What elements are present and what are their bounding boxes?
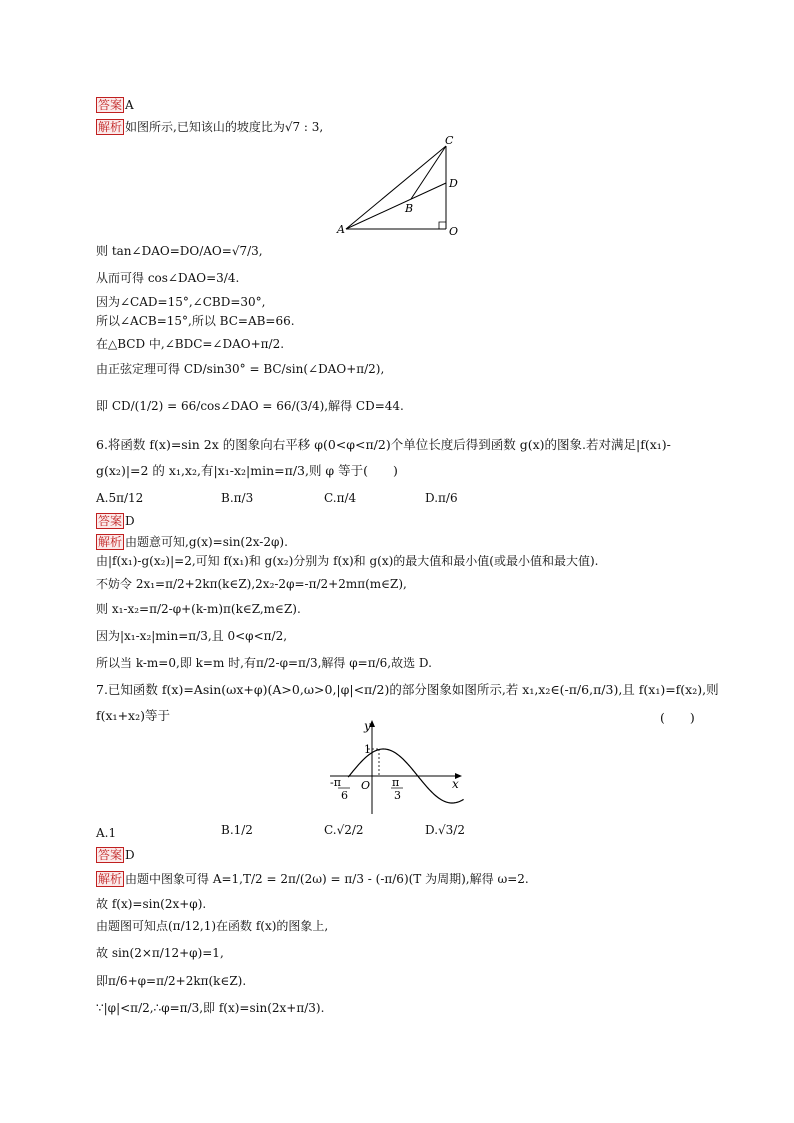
solution-line: 则 tan∠DAO=DO/AO=√7/3,: [96, 244, 263, 258]
analysis-line-7: [96, 871, 529, 887]
tick-pi: π: [392, 776, 400, 789]
answer-blank: ( ): [660, 710, 695, 725]
solution-line: 由题图可知点(π/12,1)在函数 f(x)的图象上,: [96, 919, 329, 933]
solution-line: 如图所示,已知该山的坡度比为√7 : 3,: [125, 120, 324, 134]
solution-line: ∵|φ|<π/2,∴φ=π/3,即 f(x)=sin(2x+π/3).: [96, 1001, 325, 1015]
option-b[interactable]: B.1/2: [221, 823, 253, 837]
tick-six: 6: [341, 789, 348, 802]
analysis-line-5: [96, 119, 323, 135]
analysis-tag: 解析: [98, 120, 123, 134]
option-d[interactable]: D.√3/2: [425, 823, 465, 837]
answer-value: A: [125, 98, 134, 112]
solution-line: 即 CD/(1/2) = 66/cos∠DAO = 66/(3/4),解得 CD=44.: [96, 399, 404, 413]
solution-line: 所以∠ACB=15°,所以 BC=AB=66.: [96, 314, 295, 328]
answer-value: D: [125, 848, 135, 862]
label-B: B: [405, 202, 414, 215]
answer-tag: 答案: [98, 98, 123, 112]
question-7-stem: 7.已知函数 f(x)=Asin(ωx+φ)(A>0,ω>0,|φ|<π/2)的部分图象如图所示,若 x₁,x₂∈(-π/6,π/3),且 f(x₁)=f(x₂),则: [96, 682, 719, 697]
label-A: A: [337, 223, 345, 236]
origin-label: O: [361, 779, 371, 792]
sine-graph-figure: [326, 716, 466, 816]
solution-line: 由题中图象可得 A=1,T/2 = 2π/(2ω) = π/3 - (-π/6)(T 为周期),解得 ω=2.: [125, 872, 529, 886]
label-C: C: [445, 134, 454, 147]
axis-x-label: x: [452, 777, 459, 791]
analysis-tag: 解析: [98, 872, 123, 886]
label-O: O: [449, 225, 459, 238]
option-d[interactable]: D.π/6: [425, 491, 458, 505]
answer-tag: 答案: [98, 848, 123, 862]
solution-line: 即π/6+φ=π/2+2kπ(k∈Z).: [96, 974, 247, 988]
answer-line-5: [96, 97, 134, 113]
question-6-stem: g(x₂)|=2 的 x₁,x₂,有|x₁-x₂|min=π/3,则 φ 等于( ): [96, 463, 398, 478]
answer-value: D: [125, 514, 135, 528]
option-c[interactable]: C.π/4: [324, 491, 357, 505]
answer-tag: 答案: [98, 514, 123, 528]
solution-line: 则 x₁-x₂=π/2-φ+(k-m)π(k∈Z,m∈Z).: [96, 602, 301, 616]
solution-line: 因为∠CAD=15°,∠CBD=30°,: [96, 295, 266, 309]
solution-line: 由题意可知,g(x)=sin(2x-2φ).: [125, 535, 288, 549]
answer-line-7: [96, 847, 135, 863]
solution-line: 故 sin(2×π/12+φ)=1,: [96, 946, 224, 960]
option-a[interactable]: A.1: [96, 826, 117, 840]
solution-line: 在△BCD 中,∠BDC=∠DAO+π/2.: [96, 337, 285, 351]
answer-line-6: [96, 513, 135, 529]
tick-neg-pi: -π: [330, 776, 341, 789]
solution-line: 因为|x₁-x₂|min=π/3,且 0<φ<π/2,: [96, 629, 288, 643]
option-b[interactable]: B.π/3: [221, 491, 254, 505]
label-D: D: [449, 177, 458, 190]
option-c[interactable]: C.√2/2: [324, 823, 364, 837]
axis-y-label: y: [364, 719, 371, 733]
solution-line: 不妨令 2x₁=π/2+2kπ(k∈Z),2x₂-2φ=-π/2+2mπ(m∈Z),: [96, 577, 407, 591]
solution-line: 从而可得 cos∠DAO=3/4.: [96, 271, 240, 285]
question-7-stem: f(x₁+x₂)等于: [96, 708, 170, 723]
tick-three: 3: [394, 789, 401, 802]
analysis-tag: 解析: [98, 535, 123, 549]
mountain-triangle-figure: [335, 132, 465, 238]
option-a[interactable]: A.5π/12: [96, 491, 144, 505]
solution-line: 由正弦定理可得 CD/sin30° = BC/sin(∠DAO+π/2),: [96, 362, 385, 376]
solution-line: 故 f(x)=sin(2x+φ).: [96, 897, 207, 911]
solution-line: 所以当 k-m=0,即 k=m 时,有π/2-φ=π/3,解得 φ=π/6,故选 D.: [96, 656, 432, 670]
question-6-stem: 6.将函数 f(x)=sin 2x 的图象向右平移 φ(0<φ<π/2)个单位长度后得到函数 g(x)的图象.若对满足|f(x₁)-: [96, 437, 671, 452]
solution-line: 由|f(x₁)-g(x₂)|=2,可知 f(x₁)和 g(x₂)分别为 f(x)和 g(x)的最大值和最小值(或最小值和最大值).: [96, 554, 599, 568]
tick-one: 1: [364, 743, 371, 756]
analysis-line-6: [96, 534, 288, 550]
